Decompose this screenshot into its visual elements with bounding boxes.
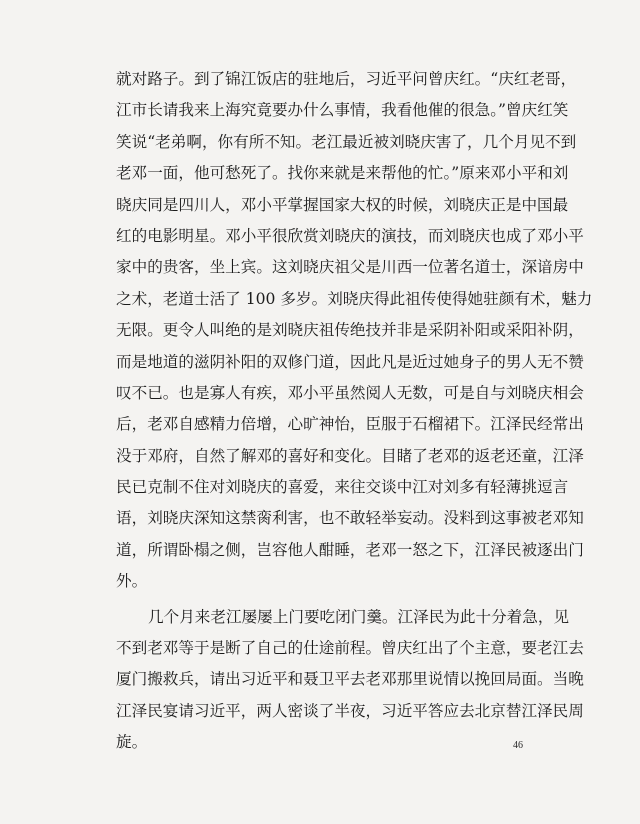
text-line: 没于邓府，自然了解邓的喜好和变化。目睹了老邓的返老还童，江泽	[116, 446, 584, 465]
text-line: 几个月来老江屡屡上门要吃闭门羹。江泽民为此十分着急，见	[148, 607, 570, 626]
text-line: 之术，老道士活了 100 多岁。刘晓庆得此祖传使得她驻颜有术，魅力	[116, 289, 593, 308]
page-number: 46	[513, 740, 523, 751]
text-line: 后，老邓自感精力倍增，心旷神怡，臣服于石榴裙下。江泽民经常出	[116, 415, 584, 434]
text-line: 不到老邓等于是断了自己的仕途前程。曾庆红出了个主意，要老江去	[116, 639, 584, 658]
text-line: 叹不已。也是寡人有疾，邓小平虽然阅人无数，可是自与刘晓庆相会	[116, 383, 584, 402]
paragraph-1	[116, 64, 593, 598]
text-line: 道，所谓卧榻之侧，岂容他人酣睡，老邓一怒之下，江泽民被逐出门	[116, 540, 584, 559]
body-text	[116, 64, 593, 759]
text-line: 红的电影明星。邓小平很欣赏刘晓庆的演技，而刘晓庆也成了邓小平	[116, 226, 584, 245]
text-line: 厦门搬救兵，请出习近平和聂卫平去老邓那里说情以挽回局面。当晚	[116, 670, 584, 689]
text-line: 语，刘晓庆深知这禁脔利害，也不敢轻举妄动。没料到这事被老邓知	[116, 509, 584, 528]
text-line: 民已克制不住对刘晓庆的喜爱，来往交谈中江对刘多有轻薄挑逗言	[116, 478, 569, 497]
paragraph-2	[116, 602, 584, 759]
text-line: 无限。更令人叫绝的是刘晓庆祖传绝技并非是采阴补阳或采阳补阴，	[116, 321, 584, 340]
text-line: 家中的贵客，坐上宾。这刘晓庆祖父是川西一位著名道士，深谙房中	[116, 258, 584, 277]
text-line: 晓庆同是四川人，邓小平掌握国家大权的时候，刘晓庆正是中国最	[116, 195, 569, 214]
text-line: 旋。	[116, 733, 148, 752]
text-line: 江市长请我来上海究竟要办什么事情，我看他催的很急。”曾庆红笑	[116, 101, 569, 120]
text-line: 而是地道的滋阴补阳的双修门道，因此凡是近过她身子的男人无不赞	[116, 352, 584, 371]
text-line: 笑说“老弟啊，你有所不知。老江最近被刘晓庆害了，几个月见不到	[116, 132, 577, 151]
text-line: 就对路子。到了锦江饭店的驻地后，习近平问曾庆红。“庆红老哥，	[116, 70, 577, 88]
text-line: 江泽民宴请习近平，两人密谈了半夜，习近平答应去北京替江泽民周	[116, 701, 584, 720]
text-line: 老邓一面，他可愁死了。找你来就是来帮他的忙。”原来邓小平和刘	[116, 164, 569, 183]
text-line: 外。	[116, 572, 148, 591]
